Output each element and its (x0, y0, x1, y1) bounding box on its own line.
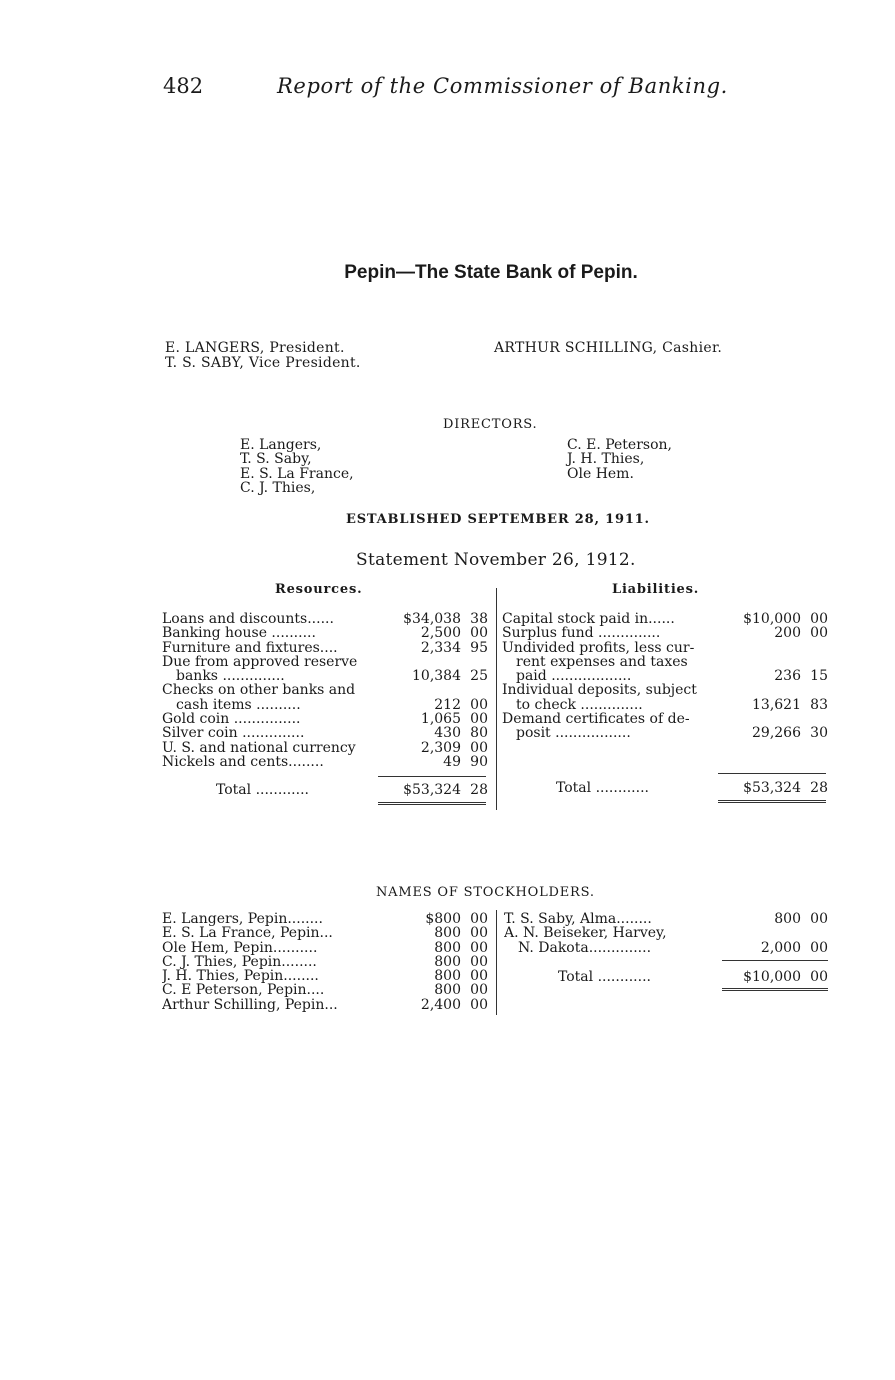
liabilities-subtotal-rule (718, 773, 826, 774)
bank-title: Pepin—The State Bank of Pepin. (344, 262, 638, 283)
officer-vice-president: T. S. SABY, Vice President. (165, 355, 361, 371)
liabilities-row: Undivided profits, less cur- (502, 640, 695, 655)
page-number: 482 (163, 74, 204, 98)
liabilities-heading: Liabilities. (612, 582, 700, 597)
liabilities-row: Demand certificates of de- (502, 712, 690, 727)
statement-title: Statement November 26, 1912. (356, 550, 636, 570)
resources-row: U. S. and national currency 2,309 00 (162, 739, 488, 756)
stockholder-row: E. Langers, Pepin........ $800 00 (162, 911, 488, 927)
directors-right-list (567, 438, 672, 481)
stockholder-row: E. S. La France, Pepin... 800 00 (162, 925, 488, 942)
resources-row: Gold coin ............... 1,065 00 (162, 711, 488, 728)
resources-subtotal-rule (378, 776, 486, 777)
stockholder-row: J. H. Thies, Pepin........ 800 00 (162, 968, 488, 985)
resources-total-rule (378, 802, 486, 805)
officer-president: E. LANGERS, President. (165, 340, 345, 356)
resources-table (162, 612, 488, 769)
stockholders-heading: NAMES OF STOCKHOLDERS. (376, 885, 595, 900)
stockholder-row: C. E Peterson, Pepin.... 800 00 (162, 982, 488, 999)
stockholder-row: A. N. Beiseker, Harvey, (504, 926, 667, 941)
stockholder-row: Ole Hem, Pepin.......... 800 00 (162, 939, 488, 956)
resources-row: Nickels and cents........ 49 90 (162, 753, 488, 770)
stockholder-row: Arthur Schilling, Pepin... 2,400 00 (162, 996, 488, 1013)
resources-row: cash items .......... 212 00 (176, 696, 488, 713)
resources-row: banks .............. 10,384 25 (176, 668, 488, 685)
directors-heading: DIRECTORS. (443, 417, 538, 432)
liabilities-row: Surplus fund .............. 200 00 (502, 625, 828, 642)
director-name: C. E. Peterson, (567, 437, 672, 453)
liabilities-total-rule (718, 800, 826, 803)
director-name: E. Langers, (240, 437, 322, 453)
stockholders-left-table (162, 912, 488, 1012)
resources-row: Due from approved reserve (162, 654, 358, 670)
liabilities-row: rent expenses and taxes (516, 654, 688, 670)
stockholder-row: T. S. Saby, Alma........ 800 00 (504, 911, 828, 927)
director-name: T. S. Saby, (240, 451, 312, 468)
stockholders-divider (496, 910, 497, 1015)
director-name: Ole Hem. (567, 465, 634, 482)
director-name: C. J. Thies, (240, 479, 316, 496)
resources-total: Total ............ $53,324 28 (216, 782, 488, 798)
stockholders-total-rule (722, 988, 828, 991)
stockholders-subtotal-rule (722, 960, 828, 961)
established-date: ESTABLISHED SEPTEMBER 28, 1911. (346, 512, 650, 527)
stockholders-total: Total ............ $10,000 00 (558, 969, 828, 985)
resources-heading: Resources. (275, 582, 363, 597)
liabilities-total: Total ............ $53,324 28 (556, 780, 828, 796)
liabilities-row: to check .............. 13,621 83 (516, 696, 828, 713)
statement-divider (496, 588, 497, 810)
resources-row: Silver coin .............. 430 80 (162, 725, 488, 742)
stockholder-row: C. J. Thies, Pepin........ 800 00 (162, 953, 488, 970)
running-title: Report of the Commissioner of Banking. (277, 74, 728, 98)
directors-left-list (240, 438, 354, 495)
officer-cashier: ARTHUR SCHILLING, Cashier. (494, 340, 723, 356)
resources-row: Checks on other banks and (162, 683, 356, 698)
stockholder-row: N. Dakota.............. 2,000 00 (518, 939, 828, 956)
liabilities-row: paid .................. 236 15 (516, 668, 828, 685)
director-name: E. S. La France, (240, 465, 354, 482)
liabilities-row: Individual deposits, subject (502, 683, 697, 698)
director-name: J. H. Thies, (567, 451, 645, 468)
resources-row: Banking house .......... 2,500 00 (162, 625, 488, 642)
stockholders-right-table (504, 912, 828, 955)
liabilities-row: Capital stock paid in...... $10,000 00 (502, 611, 828, 627)
resources-row: Loans and discounts...... $34,038 38 (162, 611, 488, 627)
liabilities-row: posit ................. 29,266 30 (516, 725, 828, 742)
liabilities-table (502, 612, 828, 741)
resources-row: Furniture and fixtures.... 2,334 95 (162, 639, 488, 656)
